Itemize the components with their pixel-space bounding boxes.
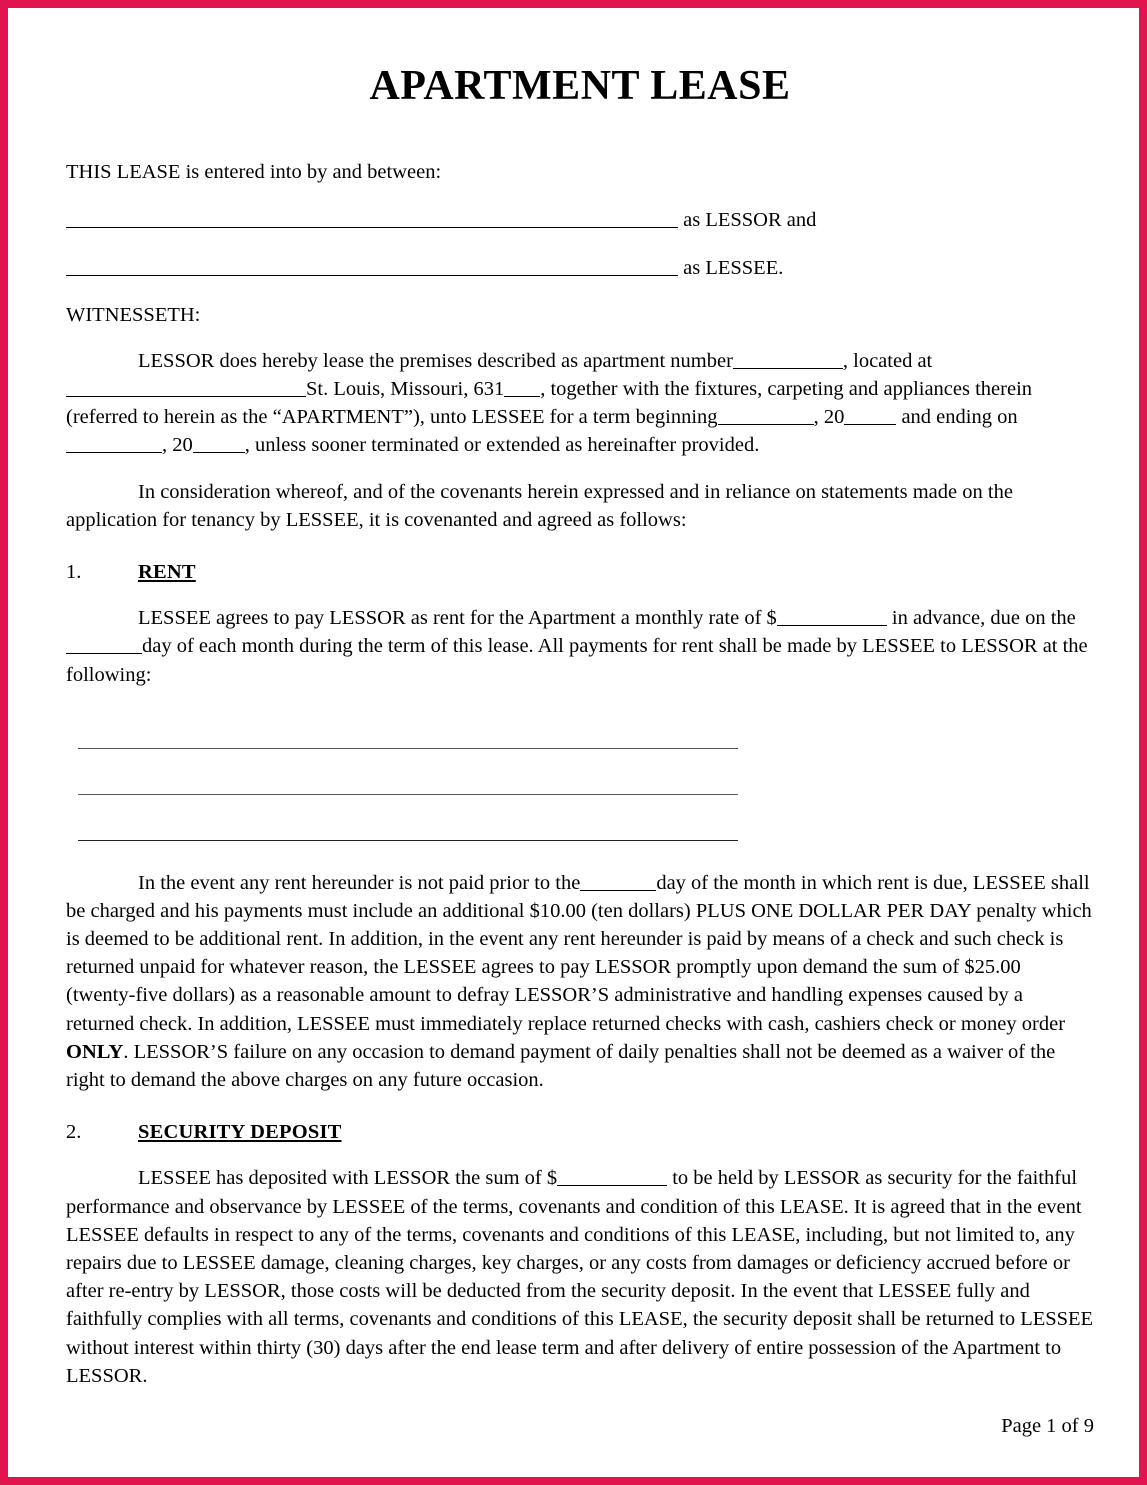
document-page-content <box>8 8 1139 1477</box>
section-title-security-deposit: SECURITY DEPOSIT <box>138 1121 342 1144</box>
late-day-blank[interactable] <box>580 870 656 890</box>
rule <box>78 794 738 795</box>
spacer <box>66 460 1094 478</box>
rent-amount-paragraph <box>66 604 1094 689</box>
rent-text-a: LESSEE agrees to pay LESSOR as rent for the Apartment a monthly rate of $ <box>138 607 777 630</box>
premises-text-9: , unless sooner terminated or extended as hereinafter provided. <box>244 434 760 457</box>
deposit-text-b: to be held by LESSOR as security for the faithful performance and observance by LESSEE of the terms, covenants and condition of this LEASE. It is agreed that in the event LESSEE defaults in respect to any of the terms, covenants and conditions of this LEASE, including, but not limited to, any repairs due to LESSEE damage, cleaning charges, key charges, or any costs from damages or deficiency accrued before or after re-entry by LESSOR, those costs will be deducted from the security deposit. In the event that LESSEE fully and faithfully complies with all terms, covenants and conditions of this LEASE, the security deposit shall be returned to LESSEE without interest within thirty (30) days after the end lease term and after delivery of entire possession of the Apartment to LESSOR. <box>66 1167 1094 1387</box>
lessee-label: as LESSEE. <box>683 257 784 280</box>
lessee-party-line <box>66 234 1094 282</box>
consideration-text: In consideration whereof, and of the covenants herein expressed and in reliance on statements made on the application for tenancy by LESSEE, it is covenanted and agreed as follows: <box>66 480 1013 531</box>
term-end-year-blank[interactable] <box>193 433 245 453</box>
lessee-name-blank[interactable] <box>66 256 678 276</box>
term-begin-year-blank[interactable] <box>844 405 896 425</box>
lessor-label: as LESSOR and <box>683 209 817 232</box>
zip-suffix-blank[interactable] <box>504 377 540 397</box>
premises-text-5: , together with the fixtures, carpeting and appliances therein (referred to herein as the “APARTMENT”), unto LESSEE for a term beginning <box>66 378 1033 429</box>
section-number-2: 2. <box>66 1121 82 1144</box>
spacer <box>66 534 1094 558</box>
page-title: APARTMENT LEASE <box>369 63 791 109</box>
late-text-b: day of the month in which rent is due, LESSEE shall be charged and his payments must include an additional $10.00 (ten dollars) PLUS ONE DOLLAR PER DAY penalty which is deemed to be additional rent. In addition, in the event any rent hereunder is paid by means of a check and such check is returned unpaid for whatever reason, the LESSEE agrees to pay LESSOR promptly upon demand the sum of $25.00 (twenty-five dollars) as a reasonable amount to defray LESSOR’S administrative and handling expenses caused by a returned check. In addition, LESSEE must immediately replace returned checks with cash, cashiers check or money order <box>66 871 1092 1035</box>
late-text-c: . LESSOR’S failure on any occasion to demand payment of daily penalties shall not be deemed as a waiver of the right to demand the above charges on any future occasion. <box>66 1040 1056 1092</box>
premises-text-6: , 20 <box>813 406 845 429</box>
lessor-party-line <box>66 186 1094 234</box>
late-only-emphasis: ONLY <box>66 1040 124 1063</box>
witnesseth-heading: WITNESSETH: <box>66 303 201 326</box>
term-begin-blank[interactable] <box>718 405 814 425</box>
rule <box>78 840 738 841</box>
lessor-name-blank[interactable] <box>66 208 678 228</box>
premises-text-1: LESSOR does hereby lease the premises described as apartment number <box>138 349 733 372</box>
apartment-number-blank[interactable] <box>733 348 843 368</box>
section-number-1: 1. <box>66 560 82 583</box>
spacer <box>66 1094 1094 1118</box>
rent-text-c: day of each month during the term of this lease. All payments for rent shall be made by LESSEE to LESSOR at the following: <box>66 635 1088 686</box>
lease-intro-line: THIS LEASE is entered into by and between: <box>66 161 442 184</box>
spacer <box>66 283 1094 301</box>
late-payment-paragraph <box>66 869 1094 1095</box>
spacer <box>66 1146 1094 1164</box>
spacer <box>66 851 1094 869</box>
deposit-amount-blank[interactable] <box>557 1166 667 1186</box>
spacer <box>66 329 1094 347</box>
premises-text-3: located at <box>853 349 933 372</box>
due-day-blank[interactable] <box>66 634 142 654</box>
section-title-rent: RENT <box>138 560 196 583</box>
premises-text-8: , 20 <box>162 434 193 457</box>
spacer <box>66 689 1094 713</box>
address-blank[interactable] <box>66 377 306 397</box>
security-deposit-paragraph <box>66 1164 1094 1390</box>
payment-address-line-3[interactable] <box>66 805 1094 851</box>
rent-text-b: in advance, due on the <box>891 607 1076 630</box>
spacer <box>66 586 1094 604</box>
section-heading-security-deposit <box>66 1118 1094 1146</box>
payment-address-line-2[interactable] <box>66 759 1094 805</box>
section-heading-rent <box>66 558 1094 586</box>
consideration-paragraph <box>66 478 1094 534</box>
premises-paragraph <box>66 347 1094 460</box>
monthly-rate-blank[interactable] <box>777 606 887 626</box>
rule <box>78 748 738 749</box>
premises-text-2: , <box>842 349 849 372</box>
deposit-text-a: LESSEE has deposited with LESSOR the sum of $ <box>138 1167 558 1190</box>
spacer <box>66 108 1094 132</box>
term-end-blank[interactable] <box>66 433 162 453</box>
page-number-footer: Page 1 of 9 <box>1001 1415 1094 1438</box>
late-text-a: In the event any rent hereunder is not paid prior to the <box>138 871 581 894</box>
premises-text-4: St. Louis, Missouri, 631 <box>306 378 505 401</box>
payment-address-line-1[interactable] <box>66 713 1094 759</box>
premises-text-7: and ending on <box>901 406 1018 429</box>
